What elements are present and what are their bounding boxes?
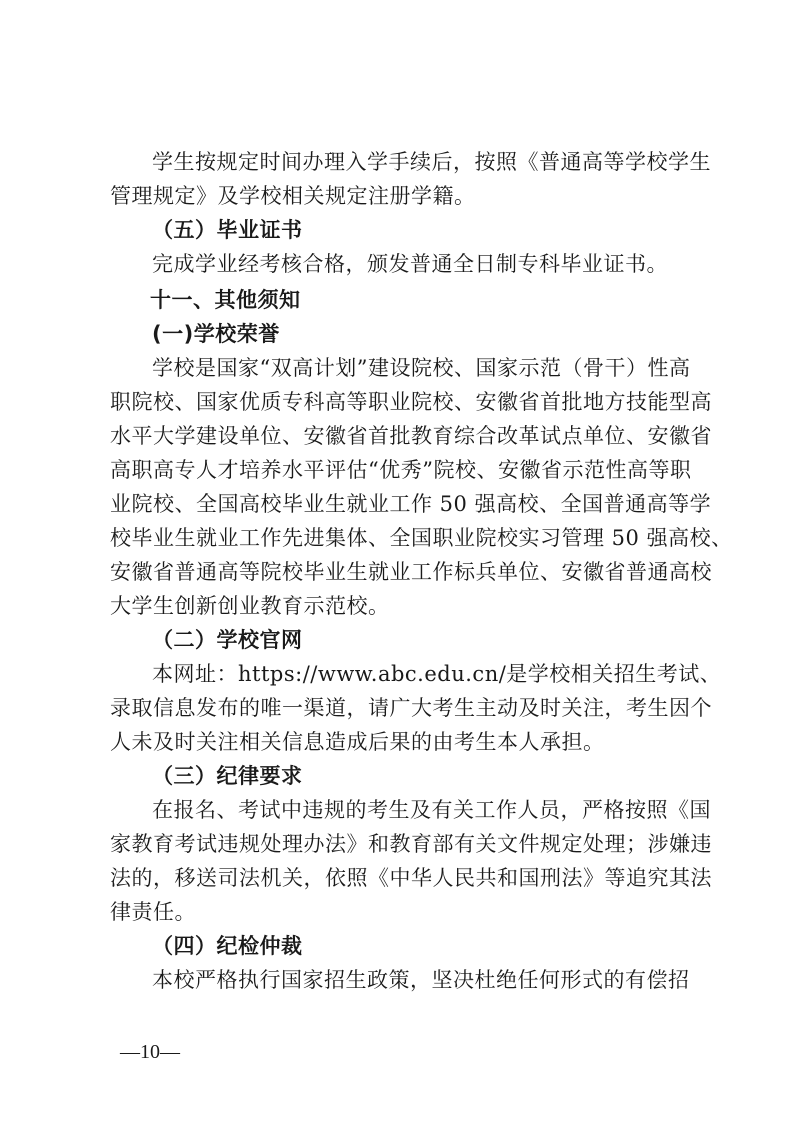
body-line: 在报名、考试中违规的考生及有关工作人员，严格按照《国: [152, 798, 711, 822]
body-line: 法的，移送司法机关，依照《中华人民共和国刑法》等追究其法: [110, 866, 712, 890]
body-line: 完成学业经考核合格，颁发普通全日制专科毕业证书。: [152, 252, 668, 276]
chapter-heading: 十一、其他须知: [150, 288, 301, 312]
section-heading: （二）学校官网: [152, 628, 303, 652]
body-line: 本校严格执行国家招生政策，坚决杜绝任何形式的有偿招: [152, 968, 690, 992]
body-line: 人未及时关注相关信息造成后果的由考生本人承担。: [110, 730, 605, 754]
body-line: 律责任。: [110, 900, 196, 924]
body-line: 学生按规定时间办理入学手续后，按照《普通高等学校学生: [152, 150, 711, 174]
section-heading: （三）纪律要求: [152, 764, 303, 788]
section-heading: (一)学校荣誉: [152, 322, 280, 346]
body-line: 业院校、全国高校毕业生就业工作 50 强高校、全国普通高等学: [110, 492, 712, 516]
section-heading: （四）纪检仲裁: [152, 934, 303, 958]
body-line: 水平大学建设单位、安徽省首批教育综合改革试点单位、安徽省: [110, 424, 712, 448]
section-heading: （五）毕业证书: [152, 218, 303, 242]
body-line: 职院校、国家优质专科高等职业院校、安徽省首批地方技能型高: [110, 390, 712, 414]
body-line: 录取信息发布的唯一渠道，请广大考生主动及时关注，考生因个: [110, 696, 712, 720]
body-line: 高职高专人才培养水平评估“优秀”院校、安徽省示范性高等职: [110, 458, 692, 482]
body-line: 校毕业生就业工作先进集体、全国职业院校实习管理 50 强高校、: [110, 526, 733, 550]
body-line: 安徽省普通高等院校毕业生就业工作标兵单位、安徽省普通高校: [110, 560, 712, 584]
body-line: 本网址：https://www.abc.edu.cn/是学校相关招生考试、: [152, 662, 722, 686]
body-line: 学校是国家“双高计划”建设院校、国家示范（骨干）性高: [152, 356, 691, 380]
body-line: 管理规定》及学校相关规定注册学籍。: [110, 184, 476, 208]
body-line: 大学生创新创业教育示范校。: [110, 594, 390, 618]
body-line: 家教育考试违规处理办法》和教育部有关文件规定处理；涉嫌违: [110, 832, 712, 856]
page-number: —10—: [120, 1041, 180, 1063]
